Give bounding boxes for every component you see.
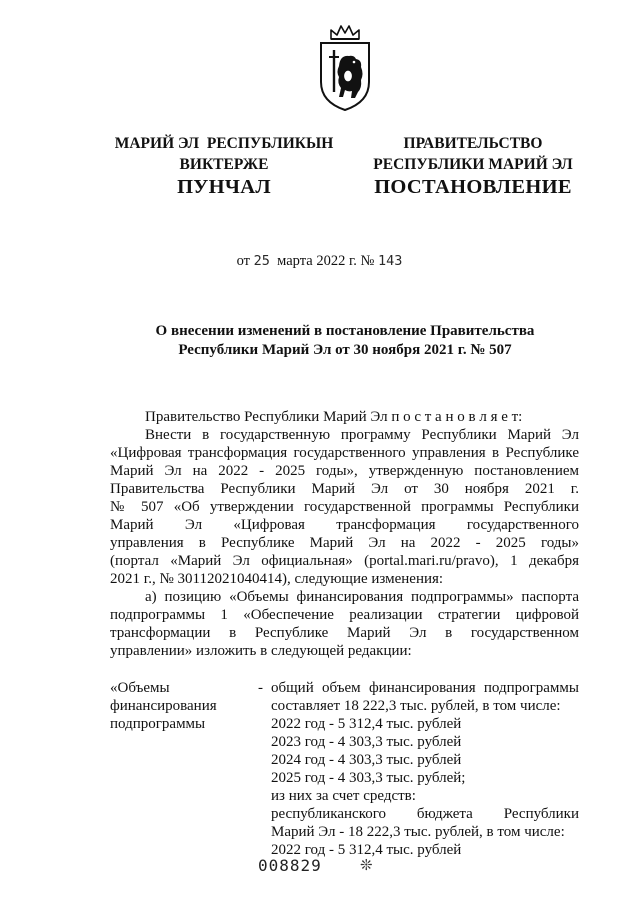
- header-left-line2: ВИКТЕРЖЕ: [179, 156, 269, 173]
- table-right-line: общий объем финансирования подпрограммы: [271, 680, 579, 696]
- bear-coat-of-arms-icon: [318, 22, 372, 112]
- doc-type-mari: ПУНЧАЛ: [177, 176, 271, 198]
- body-line: Марий Эл «Цифровая трансформация государственного: [110, 517, 579, 533]
- doc-type-russian: ПОСТАНОВЛЕНИЕ: [374, 176, 572, 198]
- asterisk-mark-icon: ❊: [360, 858, 373, 874]
- date-day: 25: [253, 253, 270, 269]
- table-right-line: 2022 год - 5 312,4 тыс. рублей: [271, 842, 462, 858]
- body-line: управления в Республике Марий Эл на 2022 - 2025 годы»: [110, 535, 579, 551]
- table-right-line: из них за счет средств:: [271, 788, 416, 804]
- doc-number: 143: [377, 253, 403, 269]
- body-line: «Цифровая трансформация государственного управления в Республике: [110, 445, 579, 461]
- body-line: 2021 г., № 30112021040414), следующие изменения:: [110, 571, 444, 587]
- serial-stamp: 008829: [258, 856, 322, 875]
- table-left-line: финансирования: [110, 698, 217, 714]
- table-dash: -: [258, 680, 263, 696]
- table-right-line: 2024 год - 4 303,3 тыс. рублей: [271, 752, 462, 768]
- body-line: трансформации в Республике Марий Эл в государственном: [110, 625, 579, 641]
- table-left-line: «Объемы: [110, 680, 170, 696]
- body-line: а) позицию «Объемы финансирования подпрограммы» паспорта: [145, 589, 579, 605]
- body-line: Правительства Республики Марий Эл от 30 ноября 2021 г.: [110, 481, 579, 497]
- title-line2: Республики Марий Эл от 30 ноября 2021 г. № 507: [178, 342, 512, 358]
- date-month-year: марта 2022 г. №: [277, 253, 375, 269]
- body-line: Внести в государственную программу Республики Марий Эл: [145, 427, 579, 443]
- header-left-line1: МАРИЙ ЭЛ РЕСПУБЛИКЫН: [114, 135, 334, 152]
- table-right-line: 2025 год - 4 303,3 тыс. рублей;: [271, 770, 466, 786]
- body-line: подпрограммы 1 «Обеспечение реализации стратегии цифровой: [110, 607, 579, 623]
- title-line1: О внесении изменений в постановление Правительства: [155, 323, 535, 339]
- body-line: Марий Эл на 2022 - 2025 годы», утвержденную постановлением: [110, 463, 579, 479]
- date-line: [0, 253, 639, 270]
- body-line: (портал «Марий Эл официальная» (portal.mari.ru/pravo), 1 декабря: [110, 553, 579, 569]
- table-right-line: республиканского бюджета Республики: [271, 806, 579, 822]
- table-right-line: Марий Эл - 18 222,3 тыс. рублей, в том числе:: [271, 824, 565, 840]
- body-line: управлении» изложить в следующей редакции:: [110, 643, 412, 659]
- header-right-line1: ПРАВИТЕЛЬСТВО: [403, 135, 543, 152]
- body-line: Правительство Республики Марий Эл п о с т а н о в л я е т:: [145, 409, 523, 425]
- table-right-line: 2022 год - 5 312,4 тыс. рублей: [271, 716, 462, 732]
- table-right-line: составляет 18 222,3 тыс. рублей, в том числе:: [271, 698, 561, 714]
- table-right-line: 2023 год - 4 303,3 тыс. рублей: [271, 734, 462, 750]
- document-title: [100, 322, 590, 360]
- body-line: № 507 «Об утверждении государственной программы Республики: [110, 499, 579, 515]
- header-right-line2: РЕСПУБЛИКИ МАРИЙ ЭЛ: [373, 156, 573, 173]
- date-prefix: от: [236, 253, 251, 269]
- table-left-line: подпрограммы: [110, 716, 206, 732]
